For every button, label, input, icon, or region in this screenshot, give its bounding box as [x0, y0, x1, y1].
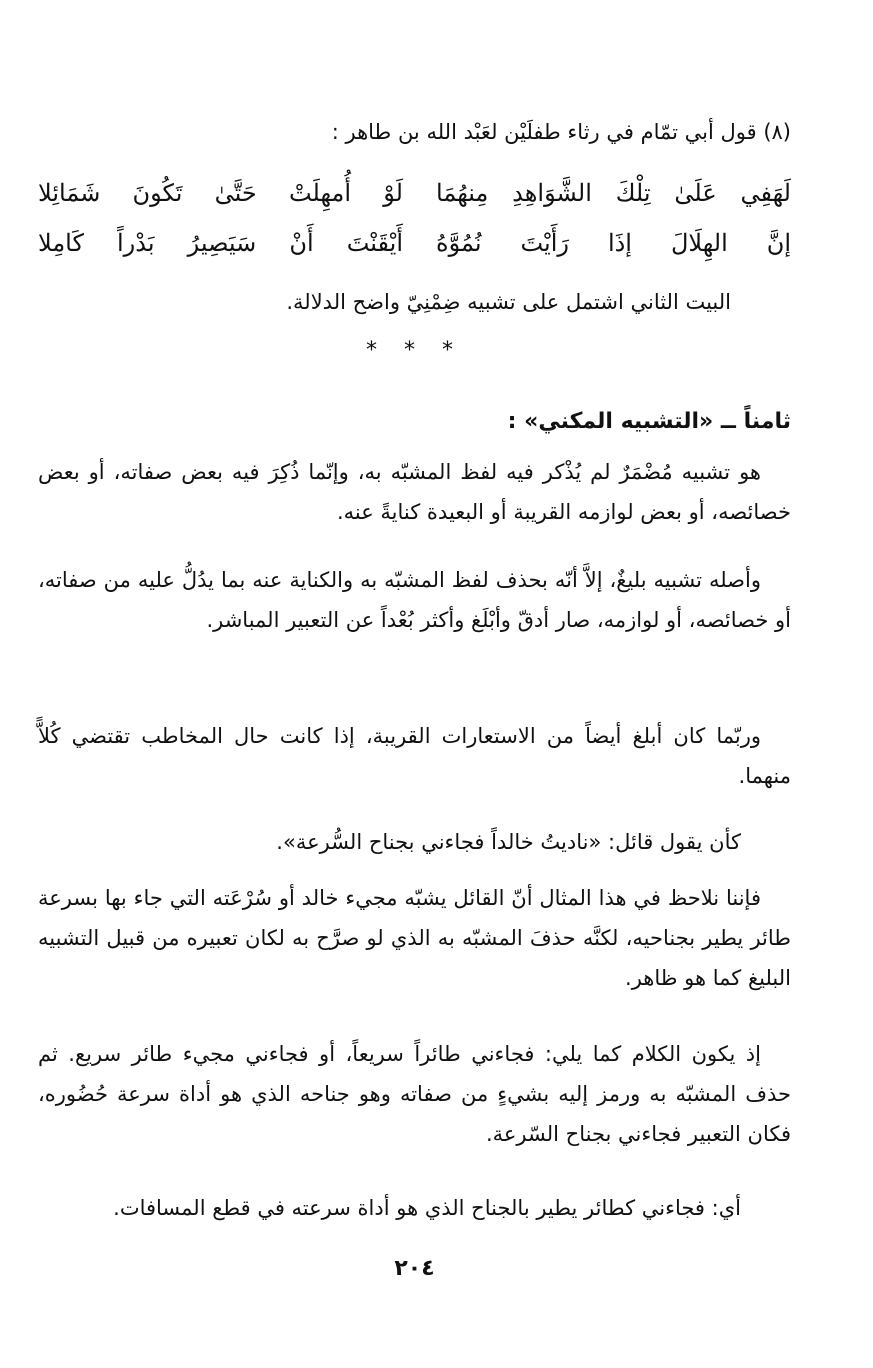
poem — [38, 168, 791, 268]
paragraph: إذ يكون الكلام كما يلي: فجاءني طائراً سريعاً، أو فجاءني مجيء طائر سريع. ثم حذف المشبّه به ورمز إليه بشيءٍ من صفاته وهو جناحه الذي هو أداة سرعة حُضُوره، فكان التعبير فجاءني بجناح السّرعة. — [38, 1042, 791, 1146]
paragraph: وأصله تشبيه بليغٌ، إلاَّ أنّه بحذف لفظ المشبّه به والكناية عنه بما يدُلُّ عليه من صفاته، أو خصائصه، أو لوازمه، صار أدقّ وأبْلَغ وأكثر بُعْداً عن التعبير المباشر. — [38, 568, 791, 632]
section-heading: ثامناً ــ «التشبيه المكني» : — [507, 409, 791, 434]
paragraph: هو تشبيه مُضْمَرٌ لم يُذْكر فيه لفظ المشبّه به، وإنّما ذُكِرَ فيه بعض صفاته، أو بعض خصائصه، أو بعض لوازمه القريبة أو البعيدة كنايةً عنه. — [38, 460, 791, 524]
section-separator: * * * — [366, 338, 463, 363]
poem-verse — [38, 168, 791, 218]
poem-note: البيت الثاني اشتمل على تشبيه ضِمْنِيّ واضح الدلالة. — [286, 290, 731, 314]
page-number: ٢٠٤ — [394, 1256, 435, 1281]
poem-verse — [38, 218, 791, 268]
paragraph: كأن يقول قائل: «ناديتُ خالداً فجاءني بجناح السُّرعة». — [276, 830, 741, 854]
paragraph: فإننا نلاحظ في هذا المثال أنّ القائل يشبّه مجيء خالد أو سُرْعَته التي جاء بها بسرعة طائر يطير بجناحيه، لكنَّه حذفَ المشبّه به الذي لو صرَّح به لكان تعبيره من قبيل التشبيه البليغ كما هو ظاهر. — [38, 886, 791, 990]
book-page — [38, 0, 791, 1368]
verse-second-hemistich: لَوْ أُمهِلَتْ حَتَّىٰ تَكُونَ شَمَائِلا — [38, 179, 403, 207]
verse-second-hemistich: أَيْقَنْتَ أَنْ سَيَصِيرُ بَدْراً كَامِلا — [38, 229, 403, 257]
verse-first-hemistich: لَهَفِي عَلَىٰ تِلْكَ الشَّوَاهِدِ مِنهُمَا — [436, 179, 791, 207]
verse-first-hemistich: إنَّ الهِلَالَ إذَا رَأَيْتَ نُمُوَّهُ — [436, 229, 791, 257]
paragraph: أي: فجاءني كطائر يطير بالجناح الذي هو أداة سرعته في قطع المسافات. — [113, 1196, 741, 1220]
poem-intro: (٨) قول أبي تمّام في رثاء طفلَيْن لعَبْد الله بن طاهر : — [331, 120, 791, 144]
paragraph: وربّما كان أبلغ أيضاً من الاستعارات القريبة، إذا كانت حال المخاطب تقتضي كُلاًّ منهما. — [38, 724, 791, 788]
